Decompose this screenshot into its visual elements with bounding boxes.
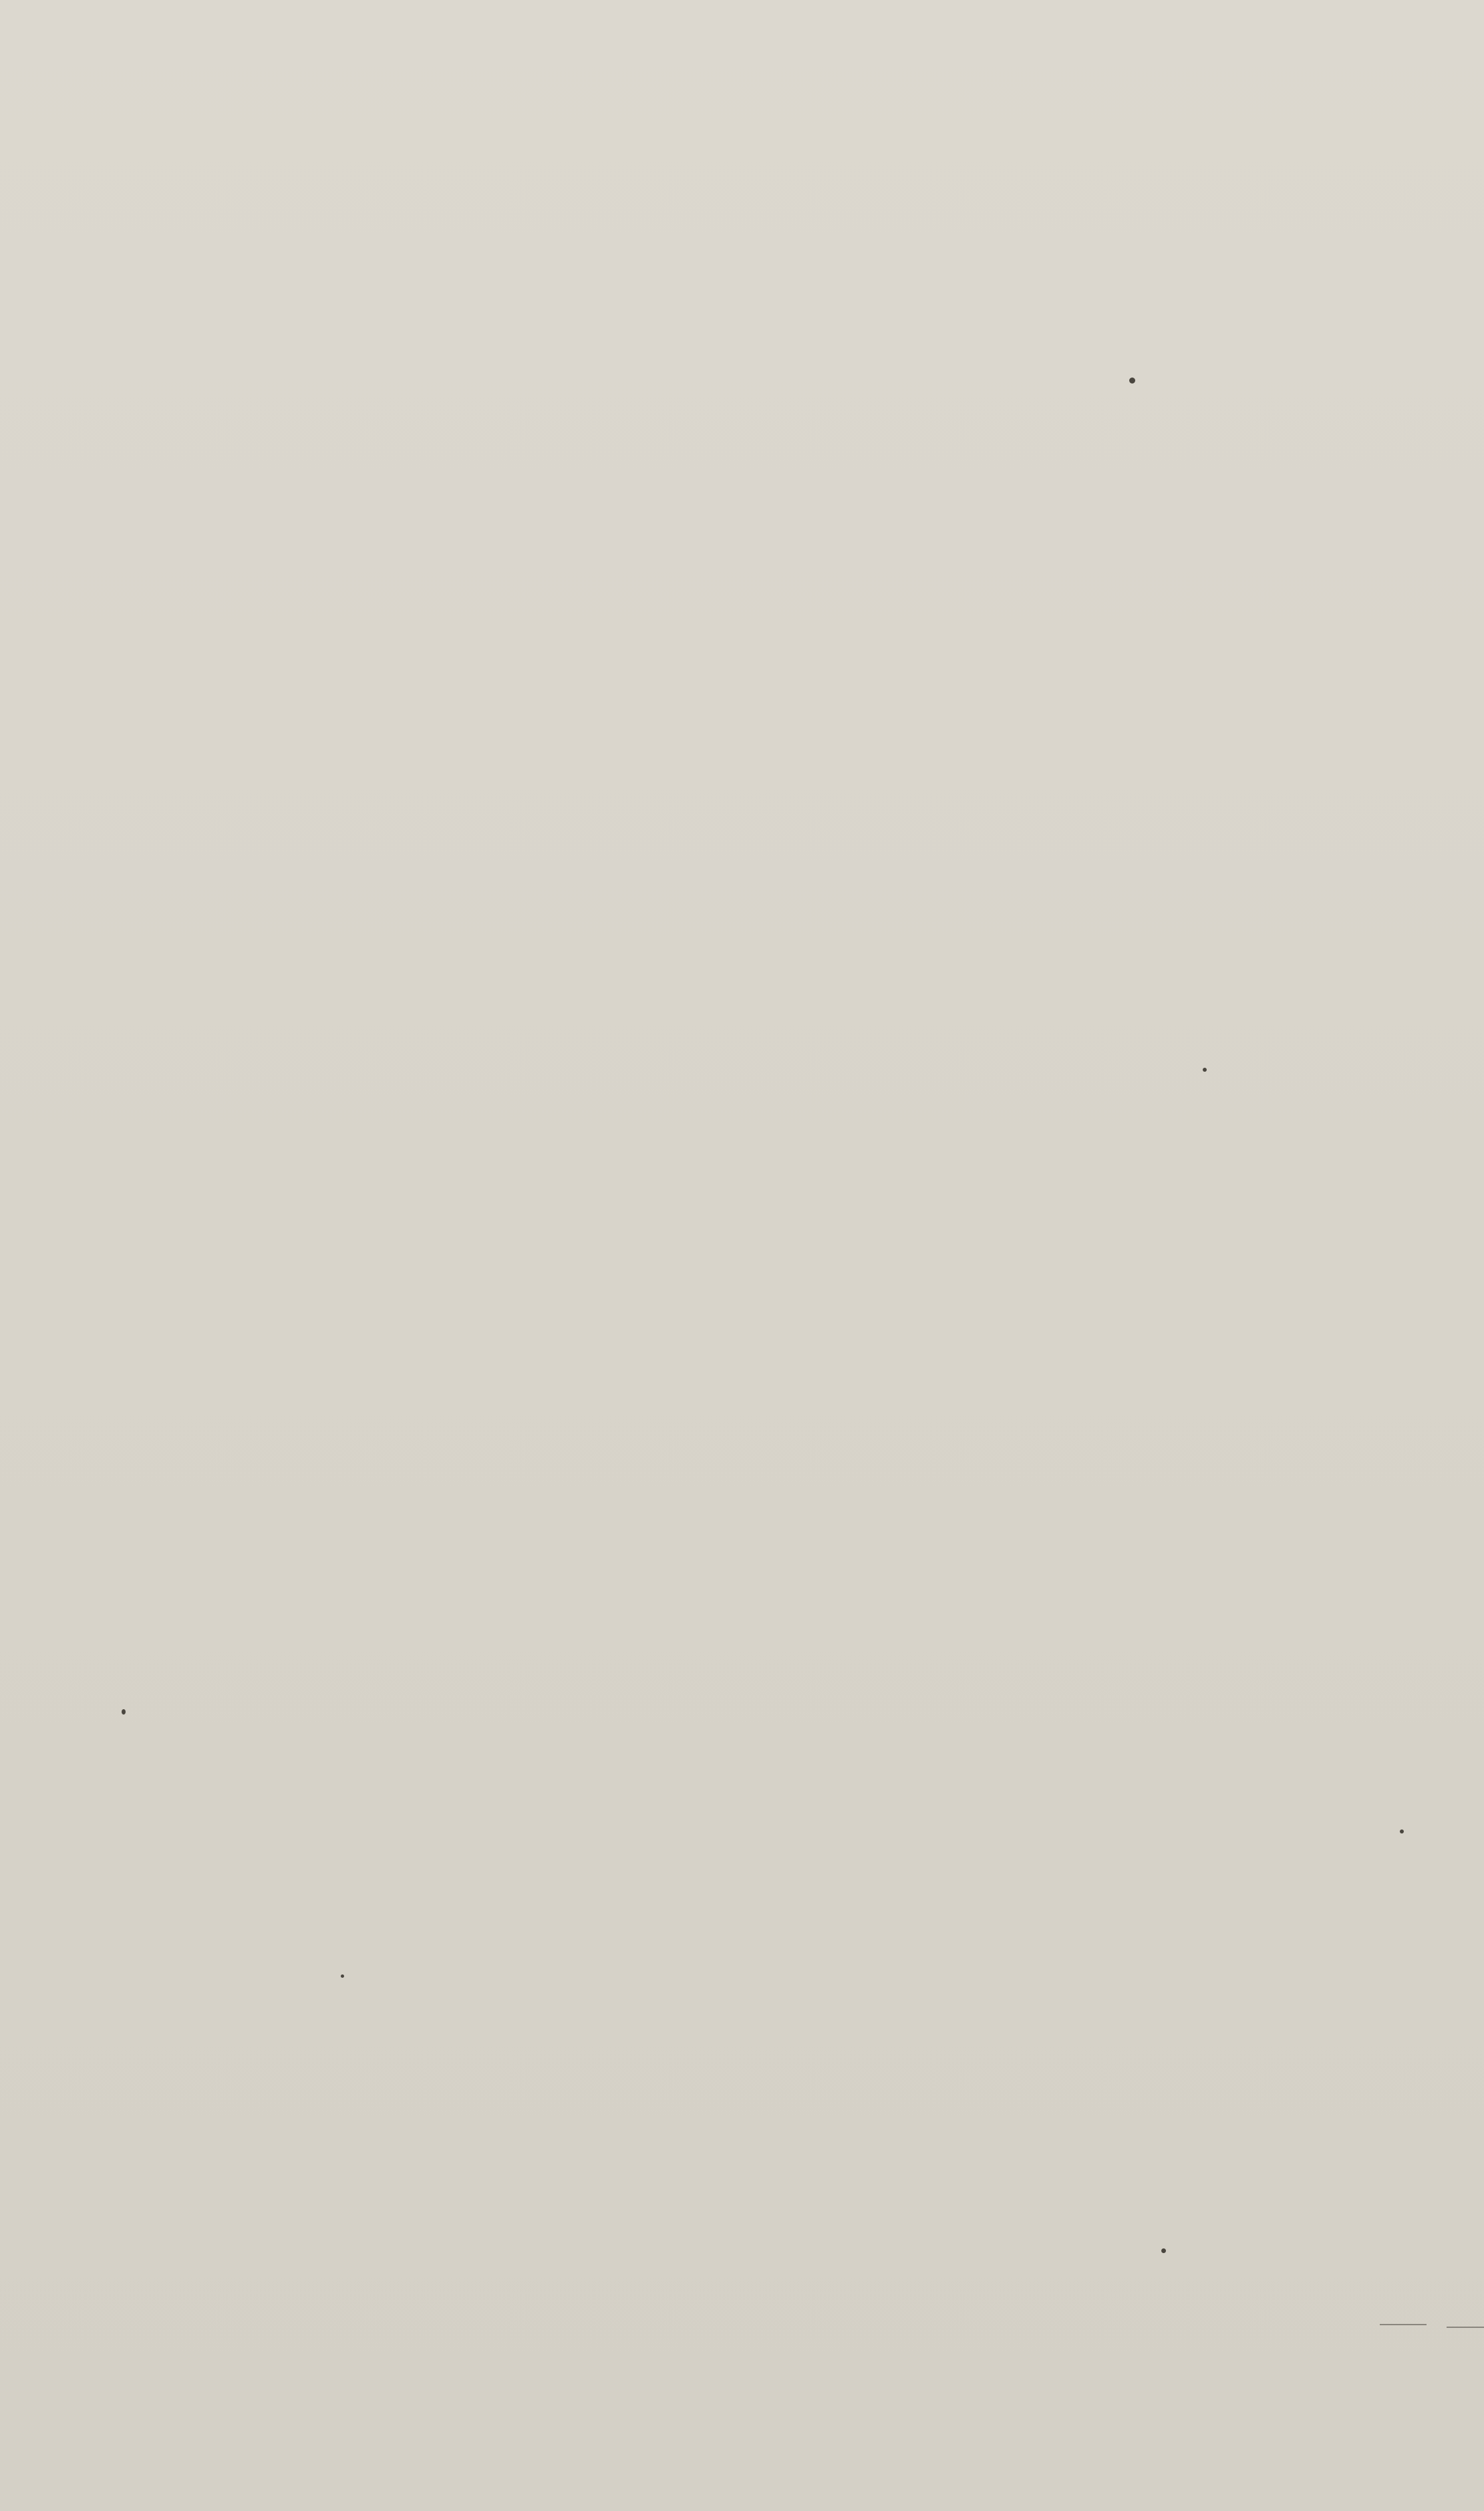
edge-mark — [1447, 2327, 1484, 2328]
speck — [341, 1974, 344, 1978]
speck — [1400, 1829, 1404, 1833]
speck — [1129, 378, 1135, 384]
speck — [122, 1709, 126, 1715]
speck — [1203, 1068, 1207, 1072]
edge-mark — [1380, 2324, 1427, 2325]
speck — [1161, 2248, 1166, 2253]
